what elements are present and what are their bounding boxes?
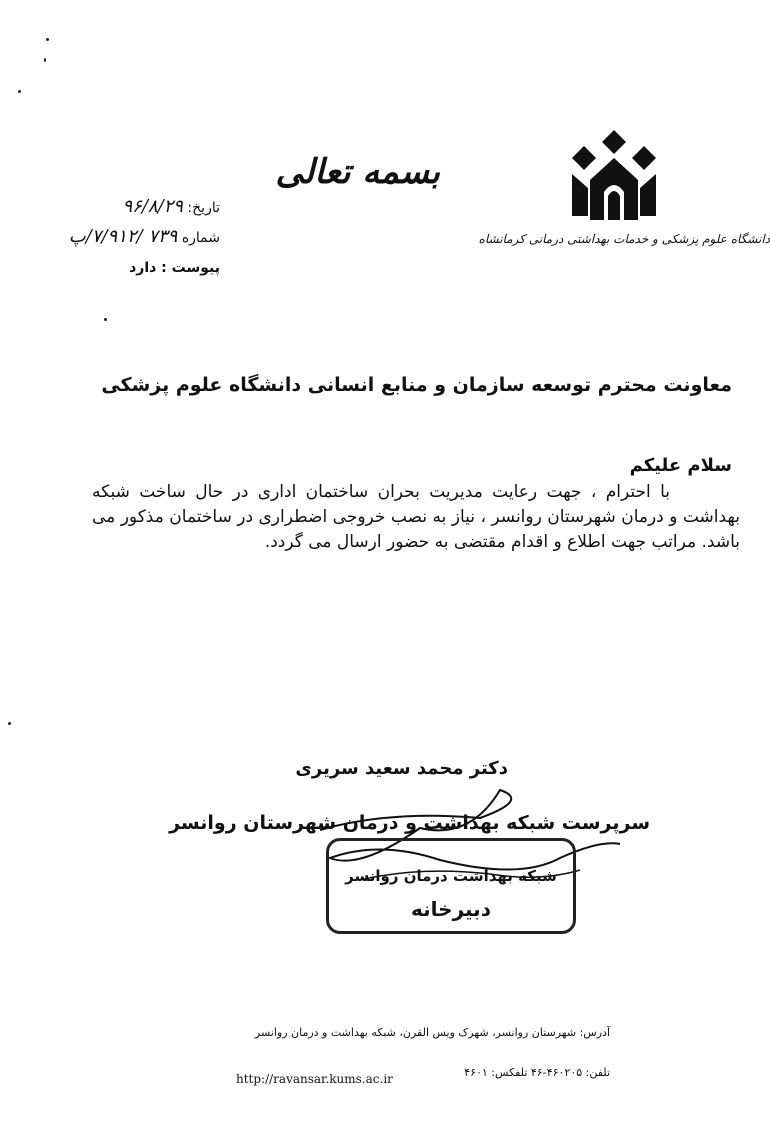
scan-speck	[104, 318, 107, 321]
office-stamp	[326, 838, 576, 934]
letter-body	[92, 480, 740, 555]
date-value: ۹۶/۸/۲۹	[122, 196, 183, 217]
footer-phone: تلفن: ۴۶۰۲۰۵-۴۶ تلفکس: ۴۶۰۱	[464, 1066, 610, 1079]
addressee: معاونت محترم توسعه سازمان و منابع انسانی دانشگاه علوم پزشکی	[101, 374, 732, 396]
scan-speck	[46, 38, 49, 41]
attachment-line: پیوست : دارد	[129, 260, 220, 276]
scan-speck	[44, 58, 46, 62]
stamp-dept: دبیرخانه	[411, 897, 491, 921]
number-value: ۷۳۹ /۷/۹۱۲/پ	[68, 226, 178, 247]
university-name: دانشگاه علوم پزشکی و خدمات بهداشتی درمانی کرمانشاه	[478, 232, 770, 246]
signer-title: سرپرست شبکه بهداشت و درمان شهرستان روانسر	[169, 812, 650, 834]
stamp-org: شبکه بهداشت درمان روانسر	[345, 867, 557, 885]
footer-url: http://ravansar.kums.ac.ir	[236, 1072, 393, 1086]
scan-speck	[18, 90, 21, 93]
number-label: شماره	[181, 230, 220, 246]
signer-name: دکتر محمد سعید سریری	[295, 758, 508, 779]
university-logo-icon	[566, 128, 662, 224]
number-line	[40, 226, 220, 247]
salutation: سلام علیکم	[629, 455, 732, 476]
footer-address: آدرس: شهرستان روانسر، شهرک ویس القرن، شبکه بهداشت و درمان روانسر	[254, 1026, 610, 1039]
date-label: تاریخ:	[187, 200, 220, 216]
date-line	[40, 196, 220, 217]
basmala-heading: بسمه تعالی	[275, 152, 440, 192]
scan-speck	[8, 722, 11, 725]
letter-body-text: با احترام ، جهت رعایت مدیریت بحران ساختمان اداری در حال ساخت شبکه بهداشت و درمان شهرستان روانسر ، نیاز به نصب خروجی اضطراری در ساختمان مذکور می باشد. مراتب جهت اطلاع و اقدام مقتضی به حضور ارسال می گردد.	[92, 482, 740, 552]
